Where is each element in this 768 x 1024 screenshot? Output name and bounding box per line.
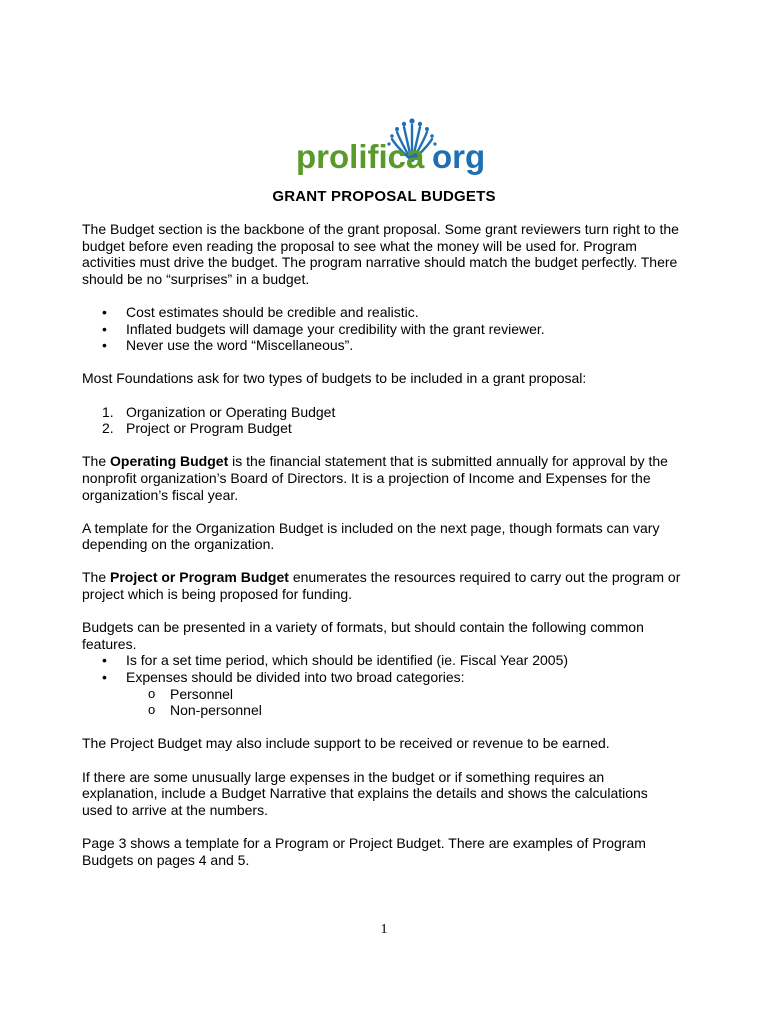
list-item: • Is for a set time period, which should be identified (ie. Fiscal Year 2005) — [82, 652, 682, 669]
budget-types-list — [82, 404, 682, 437]
page-title: GRANT PROPOSAL BUDGETS — [272, 188, 496, 205]
budget-tips-list — [82, 304, 682, 354]
list-item: • Cost estimates should be credible and realistic. — [82, 304, 682, 321]
document-body — [82, 221, 682, 885]
support-paragraph: The Project Budget may also include support to be received or revenue to be earned. — [82, 735, 610, 752]
operating-budget-term: Operating Budget — [110, 453, 229, 470]
project-budget-paragraph: The Project or Program Budget enumerates the resources required to carry out the program or project which is being proposed for funding. — [82, 569, 681, 603]
project-budget-term: Project or Program Budget — [110, 569, 289, 586]
template-paragraph: A template for the Organization Budget is included on the next page, though formats can vary depending on the organization. — [82, 519, 660, 553]
list-item: • Expenses should be divided into two broad categories: o Personnel o Non-personnel — [82, 669, 682, 719]
page3-paragraph: Page 3 shows a template for a Program or Project Budget. There are examples of Program Budgets on pages 4 and 5. — [82, 834, 646, 868]
svg-text:prolifica: prolifica — [296, 138, 425, 175]
fountain-logo-icon — [296, 118, 486, 180]
formats-paragraph: Budgets can be presented in a variety of formats, but should contain the following common features. — [82, 619, 644, 652]
list-item: • Never use the word “Miscellaneous”. — [82, 337, 682, 354]
features-list — [82, 652, 682, 718]
list-item: • Inflated budgets will damage your credibility with the grant reviewer. — [82, 321, 682, 338]
prolifica-logo — [296, 118, 486, 180]
list-item: Organization or Operating Budget — [126, 403, 336, 420]
narrative-paragraph: If there are some unusually large expenses in the budget or if something requires an explanation, include a Budget Narrative that explains the details and shows the calculations used to arrive at the numbers. — [82, 768, 648, 818]
list-item: o Personnel — [126, 686, 682, 703]
expense-categories-list — [126, 686, 682, 719]
operating-budget-paragraph: The Operating Budget is the financial statement that is submitted annually for approval by the nonprofit organization’s Board of Directors. It is a projection of Income and Expenses for the organization’s fiscal year. — [82, 453, 668, 503]
page-number: 1 — [380, 922, 388, 937]
intro-paragraph: The Budget section is the backbone of the grant proposal. Some grant reviewers turn right to the budget before even reading the proposal to see what the money will be used for. Program activities must drive the budget. The program narrative should match the budget perfectly. There should be no “surprises” in a budget. — [82, 221, 679, 287]
svg-text:org: org — [432, 138, 486, 175]
list-item: o Non-personnel — [126, 702, 682, 719]
list-item: Project or Program Budget — [126, 420, 292, 437]
foundations-paragraph: Most Foundations ask for two types of budgets to be included in a grant proposal: — [82, 370, 587, 387]
